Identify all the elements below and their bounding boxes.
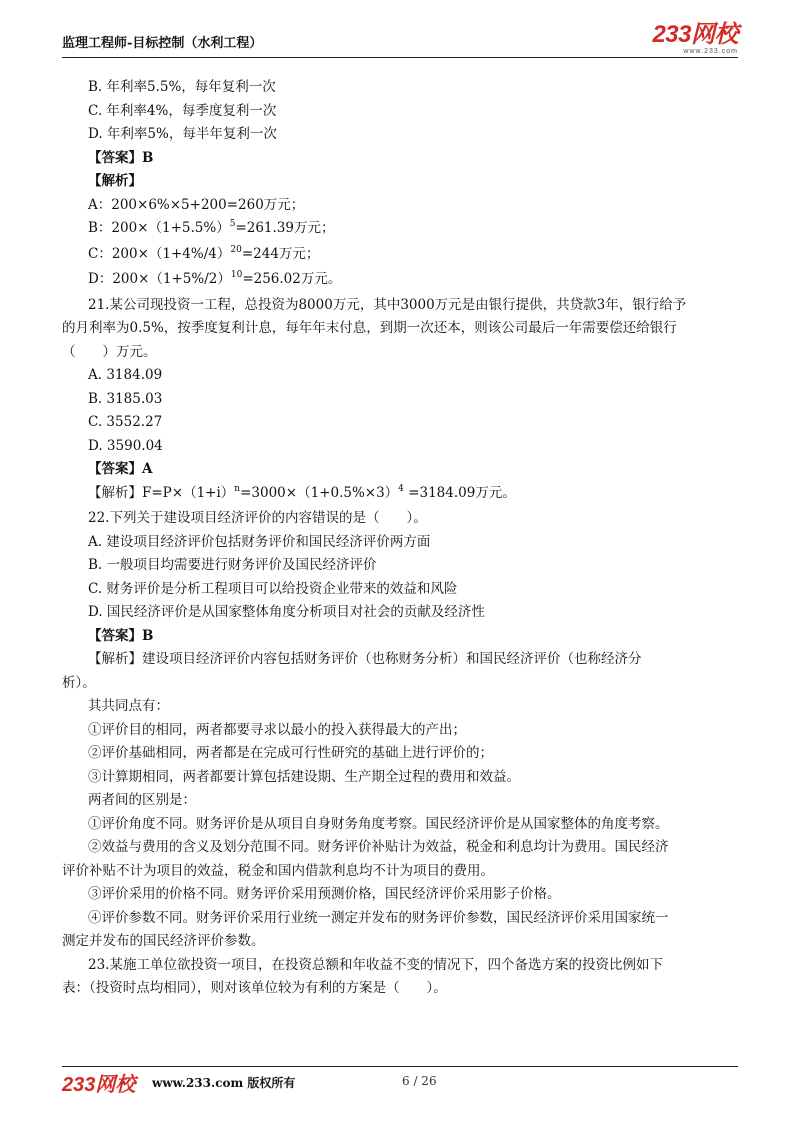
text-span: =256.02万元。 [242, 271, 342, 287]
text-span: C：200×（1+4%/4） [88, 245, 231, 262]
text-line [62, 123, 738, 147]
text-line [62, 76, 738, 100]
text-line [62, 742, 738, 766]
text-span: A. 建设项目经济评价包括财务评价和国民经济评价两方面 [88, 533, 431, 550]
text-span: 21.某公司现投资一工程，总投资为8000万元，其中3000万元是由银行提供，共贷款3年，银行给予 [88, 296, 687, 313]
superscript: 20 [230, 244, 242, 255]
text-line [62, 147, 738, 171]
text-line [62, 672, 738, 696]
superscript: 5 [229, 219, 236, 229]
brand-logo-url: www.233.com [683, 48, 738, 55]
text-span: ③计算期相同，两者都要计算包括建设期、生产期全过程的费用和效益。 [88, 768, 520, 785]
text-span: （ ）万元。 [62, 343, 157, 360]
text-span: ②效益与费用的含义及划分范围不同。财务评价补贴计为效益，税金和利息均计为费用。国民经济 [88, 839, 669, 855]
text-line [62, 170, 738, 194]
text-line [62, 268, 738, 294]
superscript: n [234, 483, 241, 494]
text-line [62, 388, 738, 412]
text-span: C. 年利率4%，每季度复利一次 [88, 102, 277, 119]
text-span: 【解析】F=P×（1+i） [88, 484, 235, 501]
text-line [62, 601, 738, 625]
text-line [62, 813, 738, 837]
text-span: =3184.09万元。 [403, 484, 516, 501]
text-line [62, 554, 738, 578]
text-line [62, 860, 738, 884]
text-span: ①评价目的相同，两者都要寻求以最小的投入获得最大的产出； [88, 721, 466, 738]
text-line [62, 836, 738, 860]
text-span: C. 3552.27 [88, 414, 163, 430]
document-title: 监理工程师-目标控制（水利工程） [62, 36, 263, 51]
text-span: 的月利率为0.5%，按季度复利计息，每年年末付息，到期一次还本，则该公司最后一年需要偿还给银行 [62, 320, 677, 336]
text-span: B. 3185.03 [88, 390, 163, 407]
text-span: =3000×（1+0.5%×3） [240, 484, 399, 501]
text-span: =244万元； [241, 245, 320, 262]
text-line [62, 243, 738, 269]
text-line [62, 766, 738, 790]
text-span: 【答案】A [88, 461, 153, 477]
page-footer [62, 1064, 738, 1094]
text-line [62, 317, 738, 341]
text-line [62, 531, 738, 555]
text-span: 【解析】建设项目经济评价内容包括财务评价（也称财务分析）和国民经济评价（也称经济分 [88, 651, 642, 667]
document-body [62, 76, 738, 1001]
text-line [62, 411, 738, 435]
header-divider [62, 57, 738, 58]
text-line [62, 458, 738, 482]
text-span: D. 年利率5%，每半年复利一次 [88, 126, 277, 142]
text-span: ③评价采用的价格不同。财务评价采用预测价格，国民经济评价采用影子价格。 [88, 886, 561, 902]
text-span: 23.某施工单位欲投资一项目，在投资总额和年收益不变的情况下，四个备选方案的投资比例如下 [88, 956, 663, 973]
text-span: 析）。 [62, 674, 96, 691]
text-line [62, 194, 738, 218]
text-span: 测定并发布的国民经济评价参数。 [62, 933, 265, 949]
text-line [62, 364, 738, 388]
text-span: D. 国民经济评价是从国家整体角度分析项目对社会的贡献及经济性 [88, 604, 485, 620]
superscript: 10 [230, 270, 243, 280]
text-line [62, 954, 738, 978]
text-span: 【答案】B [88, 149, 154, 166]
text-span: C. 财务评价是分析工程项目可以给投资企业带来的效益和风险 [88, 580, 458, 597]
text-span: ①评价角度不同。财务评价是从项目自身财务角度考察。国民经济评价是从国家整体的角度考察。 [88, 815, 669, 832]
text-span: 【解析】 [88, 173, 142, 189]
text-line [62, 883, 738, 907]
text-line [62, 695, 738, 719]
text-span: 其共同点有： [88, 698, 169, 714]
text-line [62, 977, 738, 1001]
text-line [62, 341, 738, 365]
text-span: D. 3590.04 [88, 437, 163, 454]
brand-logo [652, 22, 738, 56]
text-span: A. 3184.09 [88, 367, 163, 383]
text-span: D：200×（1+5%/2） [88, 271, 231, 287]
text-span: ④评价参数不同。财务评价采用行业统一测定并发布的财务评价参数，国民经济评价采用国家统一 [88, 909, 669, 926]
superscript: 4 [398, 483, 404, 494]
text-span: =261.39万元； [235, 220, 335, 236]
text-span: 两者间的区别是： [88, 792, 196, 808]
page-header [62, 22, 738, 56]
text-line [62, 217, 738, 243]
text-line [62, 907, 738, 931]
text-line [62, 789, 738, 813]
text-span: B：200×（1+5.5%） [88, 220, 230, 236]
text-line [62, 294, 738, 318]
text-span: A：200×6%×5+200=260万元； [88, 196, 305, 213]
text-line [62, 507, 738, 531]
text-span: 22.下列关于建设项目经济评价的内容错误的是（ ）。 [88, 510, 427, 526]
footer-copyright: www.233.com 版权所有 [152, 1076, 296, 1090]
text-line [62, 648, 738, 672]
text-span: 评价补贴不计为项目的效益，税金和国内借款利息均不计为项目的费用。 [62, 862, 494, 879]
text-span: B. 年利率5.5%，每年复利一次 [88, 79, 276, 95]
brand-logo-text: 233网校 [652, 21, 738, 48]
text-span: B. 一般项目均需要进行财务评价及国民经济评价 [88, 557, 377, 573]
text-span: ②评价基础相同，两者都是在完成可行性研究的基础上进行评价的； [88, 745, 493, 761]
text-line [62, 625, 738, 649]
text-line [62, 719, 738, 743]
page-number: 6 / 26 [402, 1074, 437, 1088]
text-line [62, 435, 738, 459]
text-span: 【答案】B [88, 627, 154, 644]
text-span: 表：（投资时点均相同），则对该单位较为有利的方案是（ ）。 [62, 980, 447, 996]
text-line [62, 930, 738, 954]
text-line [62, 100, 738, 124]
text-line [62, 578, 738, 602]
text-line [62, 482, 738, 508]
footer-logo: 233网校 [62, 1074, 136, 1096]
